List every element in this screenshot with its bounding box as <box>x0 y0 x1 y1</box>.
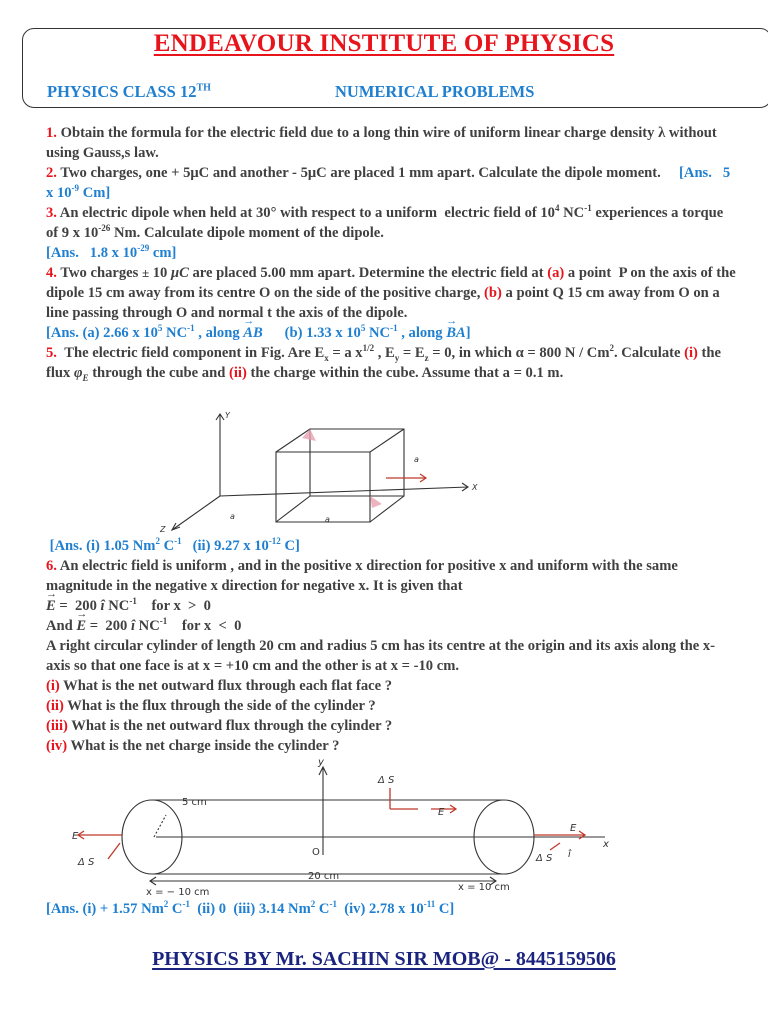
field-vector-top: E <box>438 807 445 818</box>
question-2: 2. Two charges, one + 5μC and another - 5μC are placed 1 mm apart. Calculate the dipole moment. [Ans. 5 x $10^{-9}$ Cm] <box>46 165 731 201</box>
section-label: NUMERICAL PROBLEMS <box>335 82 535 101</box>
answer-6-block <box>46 899 736 919</box>
edge-label: a <box>230 512 235 521</box>
unit-vector-i: î <box>568 849 571 860</box>
answer-5: [Ans. (i) 1.05 Nm$^2$ $C^{-1}$ (ii) 9.27 x $10^{-12}$ C] <box>46 536 300 554</box>
z-axis-label: Z <box>160 525 166 534</box>
cylinder-figure <box>60 755 640 900</box>
field-vector-right: E <box>570 823 577 834</box>
radius-label: 5 cm <box>182 797 207 808</box>
question-6: 6. An electric field is uniform , and in the positive x direction for positive x and uniform with the same magnitude in the negative x direction for negative x. It is given that → E = 200 î $NC^{-1}$ for x > 0 And → E = 200 î $NC^{-1}$ for x < 0 A right circular cylinder of length 20 cm and radius 5 cm has its centre at the origin and its axis along the x-axis so that one face is at x = +10 cm and the other is at x = -10 cm. (i) What is the net outward flux through each flat face ? (ii) What is the flux through the side of the cylinder ? (iii) What is the net outward flux through the cylinder ? (iv) What is the net charge inside the cylinder ? <box>46 556 736 756</box>
answer-6: [Ans. (i) + 1.57 Nm$^2$ $C^{-1}$ (ii) 0 (iii) 3.14 Nm$^2$ $C^{-1}$ (iv) 2.78 x $10^{-11}$ C] <box>46 899 455 917</box>
left-face-label: x = − 10 cm <box>146 887 210 898</box>
x-axis-label: X <box>472 483 478 492</box>
y-axis-label: Y <box>225 411 230 420</box>
question-1: 1. Obtain the formula for the electric field due to a long thin wire of uniform linear charge density λ without using Gauss,s law. <box>46 125 717 161</box>
footer-credit: PHYSICS BY Mr. SACHIN SIR MOB@ - 8445159506 <box>152 948 616 970</box>
origin-label: O <box>312 847 320 858</box>
area-vector-right: Δ S <box>536 853 553 864</box>
question-5: 5. The electric field component in Fig. Are $E_x = a$ $x^{1/2}$ , $E_y = E_z = 0$, in which α = 800 N / Cm$^2$. Calculate (i) the flux $\varphi_E$ through the cube and (ii) the charge within the cube. Assume that a = 0.1 m. <box>46 343 722 383</box>
right-face-label: x = 10 cm <box>458 882 510 893</box>
area-vector-left: Δ S <box>78 857 95 868</box>
field-vector-left: E <box>72 831 79 842</box>
edge-label: a <box>414 455 419 464</box>
question-3: 3. An electric dipole when held at 30° with respect to a uniform electric field of $10^4$ $NC^{-1}$ experiences a torque of 9 x $10^{-26}$ Nm. Calculate dipole moment of the dipole. [Ans. 1.8 x $10^{-29}$ cm] <box>46 203 724 261</box>
length-label: 20 cm <box>308 871 340 882</box>
problem-list-2 <box>46 536 736 756</box>
institute-title: ENDEAVOUR INSTITUTE OF PHYSICS <box>153 30 615 57</box>
question-4: 4. Two charges ± 10 μC are placed 5.00 mm apart. Determine the electric field at (a) a point P on the axis of the dipole 15 cm away from its centre O on the side of the positive charge, (b) a point Q 15 cm away from O on a line passing through O and normal t the axis of the dipole. [Ans. (a) 2.66 x $10^5$ $NC^{-1}$ , along → AB (b) 1.33 x $10^5$ $NC^{-1}$ , along → BA] <box>46 263 736 343</box>
cube-figure <box>150 404 490 538</box>
edge-label: a <box>325 515 330 524</box>
class-label: PHYSICS CLASS 12TH <box>47 82 211 101</box>
area-vector-top: Δ S <box>378 775 395 786</box>
x-axis-label: x <box>603 839 609 850</box>
problem-list <box>46 123 736 383</box>
y-axis-label: y <box>318 757 324 768</box>
